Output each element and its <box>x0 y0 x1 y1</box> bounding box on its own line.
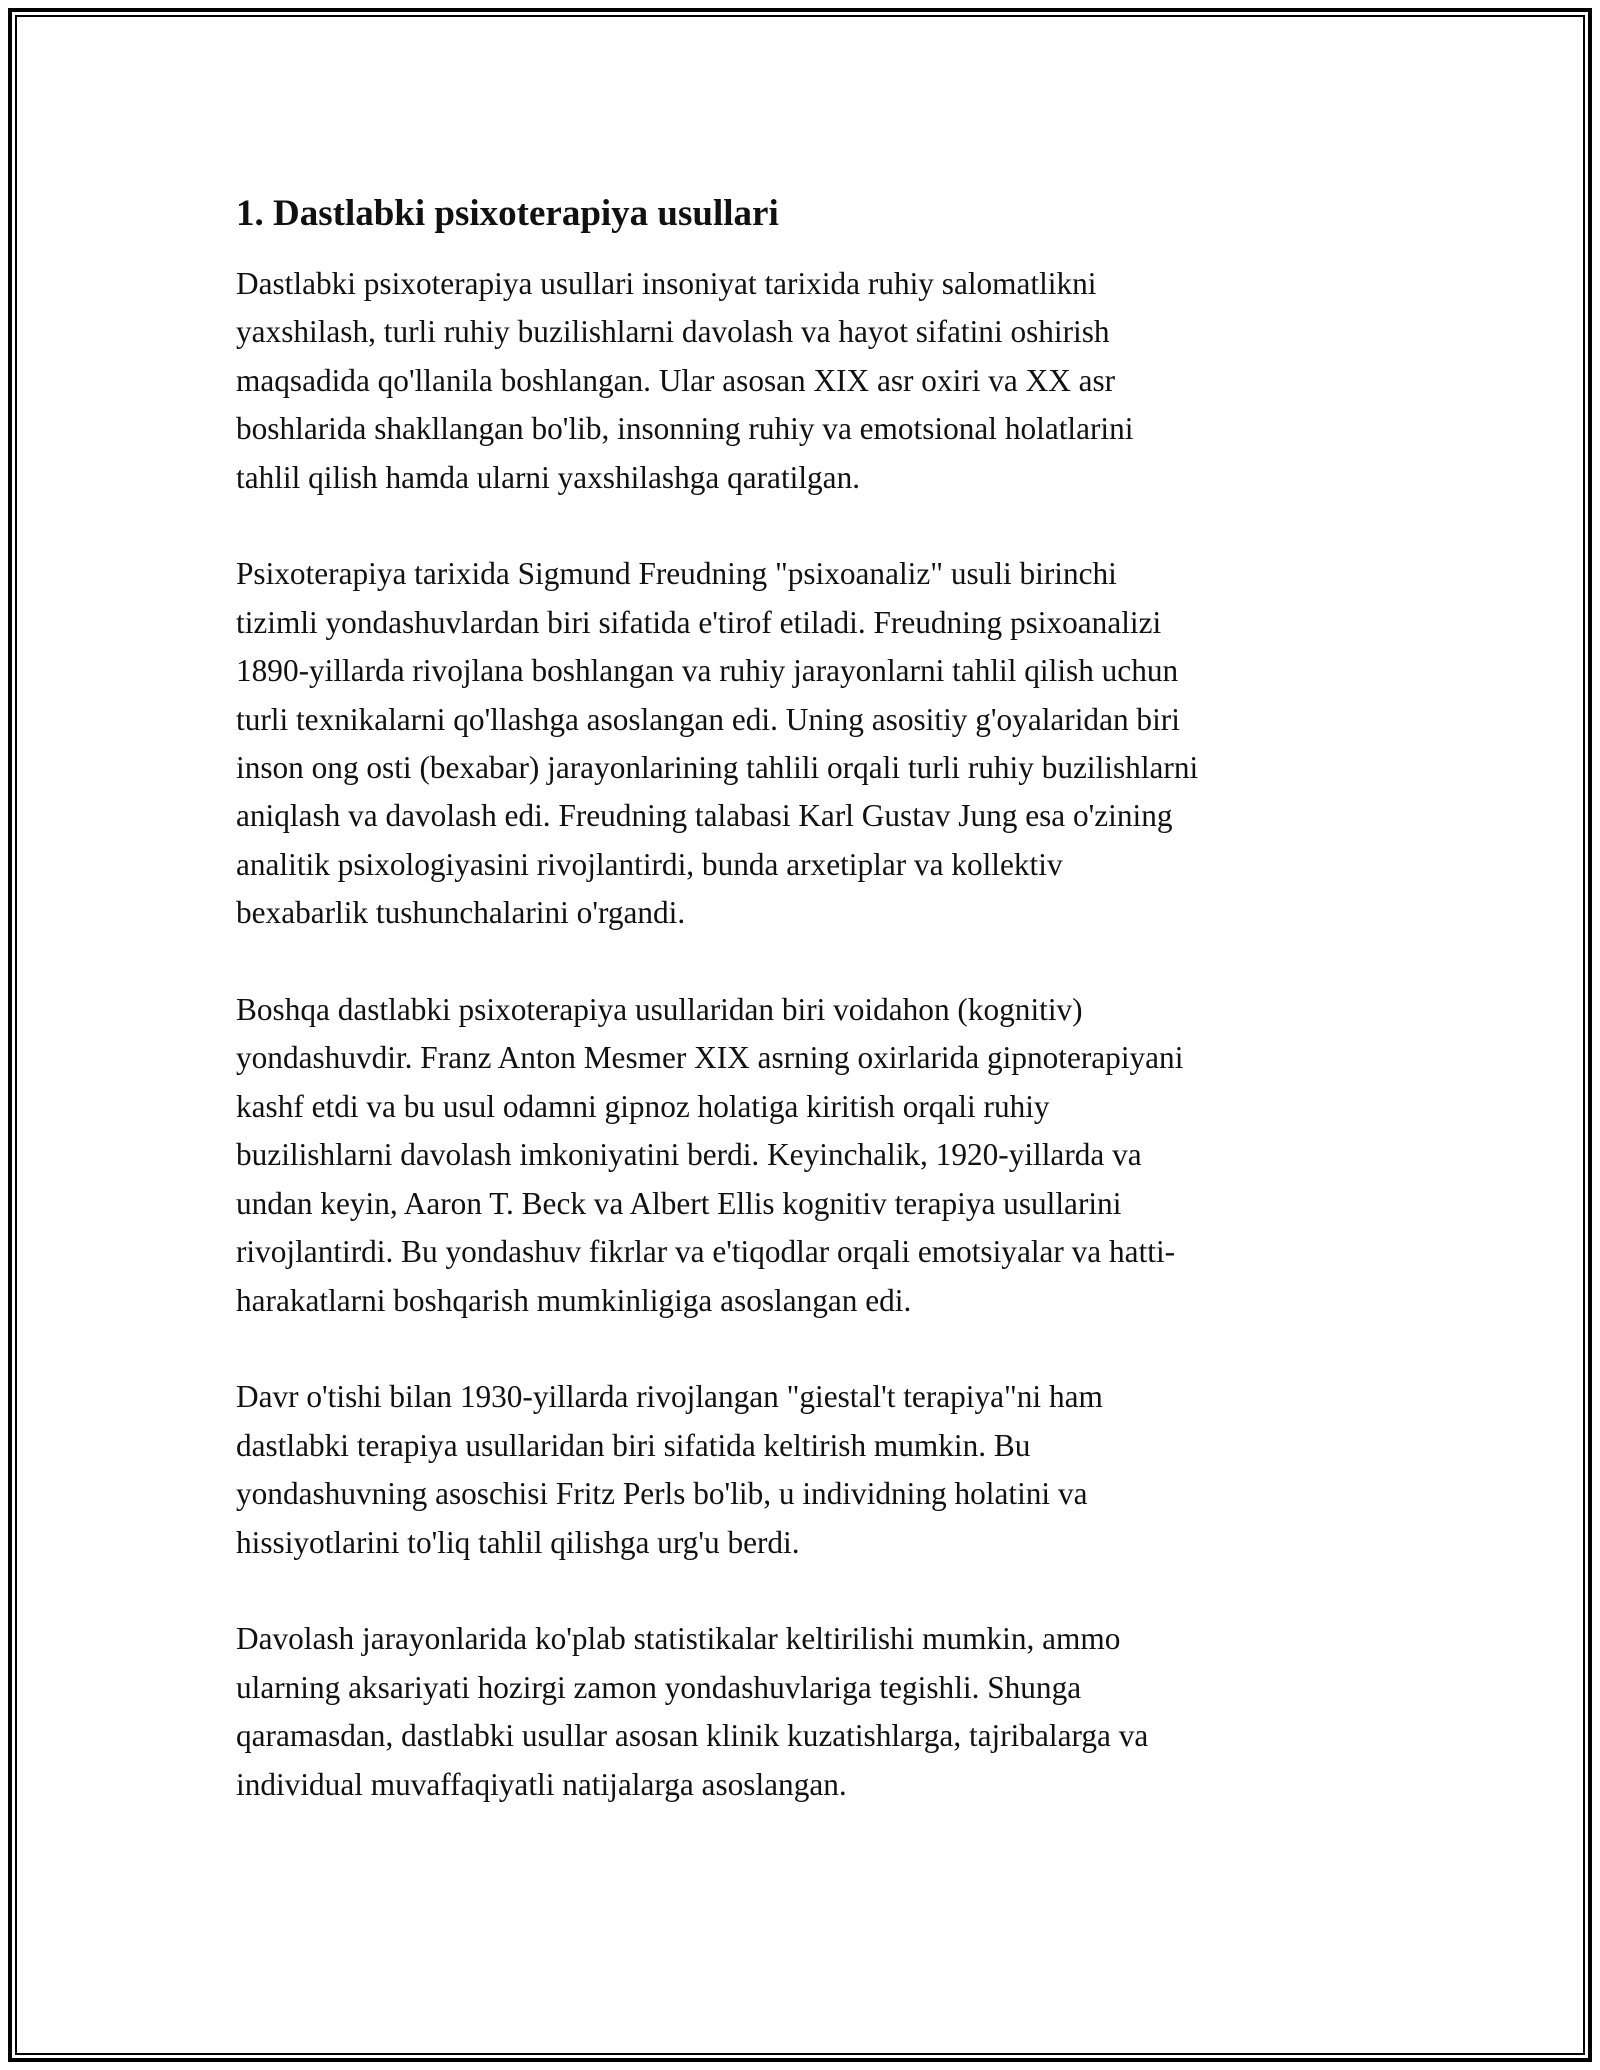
paragraph-line: boshlarida shakllangan bo'lib, insonning ruhiy va emotsional holatlarini <box>236 411 1134 447</box>
document-title: 1. Dastlabki psixoterapiya usullari <box>236 193 779 234</box>
paragraph-1 <box>236 260 1376 502</box>
paragraph-5 <box>236 1615 1376 1809</box>
paragraph-line: kashf etdi va bu usul odamni gipnoz holatiga kiritish orqali ruhiy <box>236 1088 1050 1124</box>
paragraph-line: yondashuvning asoschisi Fritz Perls bo'lib, u individning holatini va <box>236 1476 1088 1512</box>
paragraph-line: Davr o'tishi bilan 1930-yillarda rivojlangan "giestal't terapiya"ni ham <box>236 1379 1103 1415</box>
paragraph-line: Davolash jarayonlarida ko'plab statistikalar keltirilishi mumkin, ammo <box>236 1621 1121 1657</box>
paragraph-line: ularning aksariyati hozirgi zamon yondashuvlariga tegishli. Shunga <box>236 1669 1082 1705</box>
paragraph-line: dastlabki terapiya usullaridan biri sifatida keltirish mumkin. Bu <box>236 1427 1031 1463</box>
paragraph-line: undan keyin, Aaron T. Beck va Albert Ellis kognitiv terapiya usullarini <box>236 1185 1122 1221</box>
paragraph-line: individual muvaffaqiyatli natijalarga asoslangan. <box>236 1766 847 1802</box>
paragraph-line: tahlil qilish hamda ularni yaxshilashga qaratilgan. <box>236 459 861 495</box>
paragraph-line: Dastlabki psixoterapiya usullari insoniyat tarixida ruhiy salomatlikni <box>236 266 1097 301</box>
paragraph-line: analitik psixologiyasini rivojlantirdi, bunda arxetiplar va kollektiv <box>236 846 1063 882</box>
paragraph-3 <box>236 986 1376 1325</box>
paragraph-line: Psixoterapiya tarixida Sigmund Freudning "psixoanaliz" usuli birinchi <box>236 556 1117 592</box>
paragraph-line: turli texnikalarni qo'llashga asoslangan edi. Uning asositiy g'oyalaridan biri <box>236 701 1180 737</box>
paragraph-2 <box>236 550 1376 937</box>
paragraph-line: 1890-yillarda rivojlana boshlangan va ruhiy jarayonlarni tahlil qilish uchun <box>236 653 1179 689</box>
paragraph-line: inson ong osti (bexabar) jarayonlarining tahlili orqali turli ruhiy buzilishlarni <box>236 750 1199 786</box>
paragraph-line: yaxshilash, turli ruhiy buzilishlarni davolash va hayot sifatini oshirish <box>236 314 1110 350</box>
paragraph-line: buzilishlarni davolash imkoniyatini berdi. Keyinchalik, 1920-yillarda va <box>236 1137 1142 1173</box>
paragraph-line: harakatlarni boshqarish mumkinligiga asoslangan edi. <box>236 1282 912 1318</box>
paragraph-line: aniqlash va davolash edi. Freudning talabasi Karl Gustav Jung esa o'zining <box>236 798 1173 834</box>
paragraph-line: hissiyotlarini to'liq tahlil qilishga urg'u berdi. <box>236 1524 800 1560</box>
paragraph-line: yondashuvdir. Franz Anton Mesmer XIX asrning oxirlarida gipnoterapiyani <box>236 1040 1184 1076</box>
paragraph-line: bexabarlik tushunchalarini o'rgandi. <box>236 895 686 931</box>
paragraph-line: Boshqa dastlabki psixoterapiya usullaridan biri voidahon (kognitiv) <box>236 992 1083 1028</box>
paragraph-4 <box>236 1373 1376 1567</box>
document-page <box>236 190 1376 1809</box>
paragraph-line: maqsadida qo'llanila boshlangan. Ular asosan XIX asr oxiri va XX asr <box>236 362 1116 398</box>
paragraph-line: tizimli yondashuvlardan biri sifatida e'tirof etiladi. Freudning psixoanalizi <box>236 604 1162 640</box>
paragraph-line: qaramasdan, dastlabki usullar asosan klinik kuzatishlarga, tajribalarga va <box>236 1718 1149 1754</box>
paragraph-line: rivojlantirdi. Bu yondashuv fikrlar va e'tiqodlar orqali emotsiyalar va hatti- <box>236 1234 1176 1270</box>
